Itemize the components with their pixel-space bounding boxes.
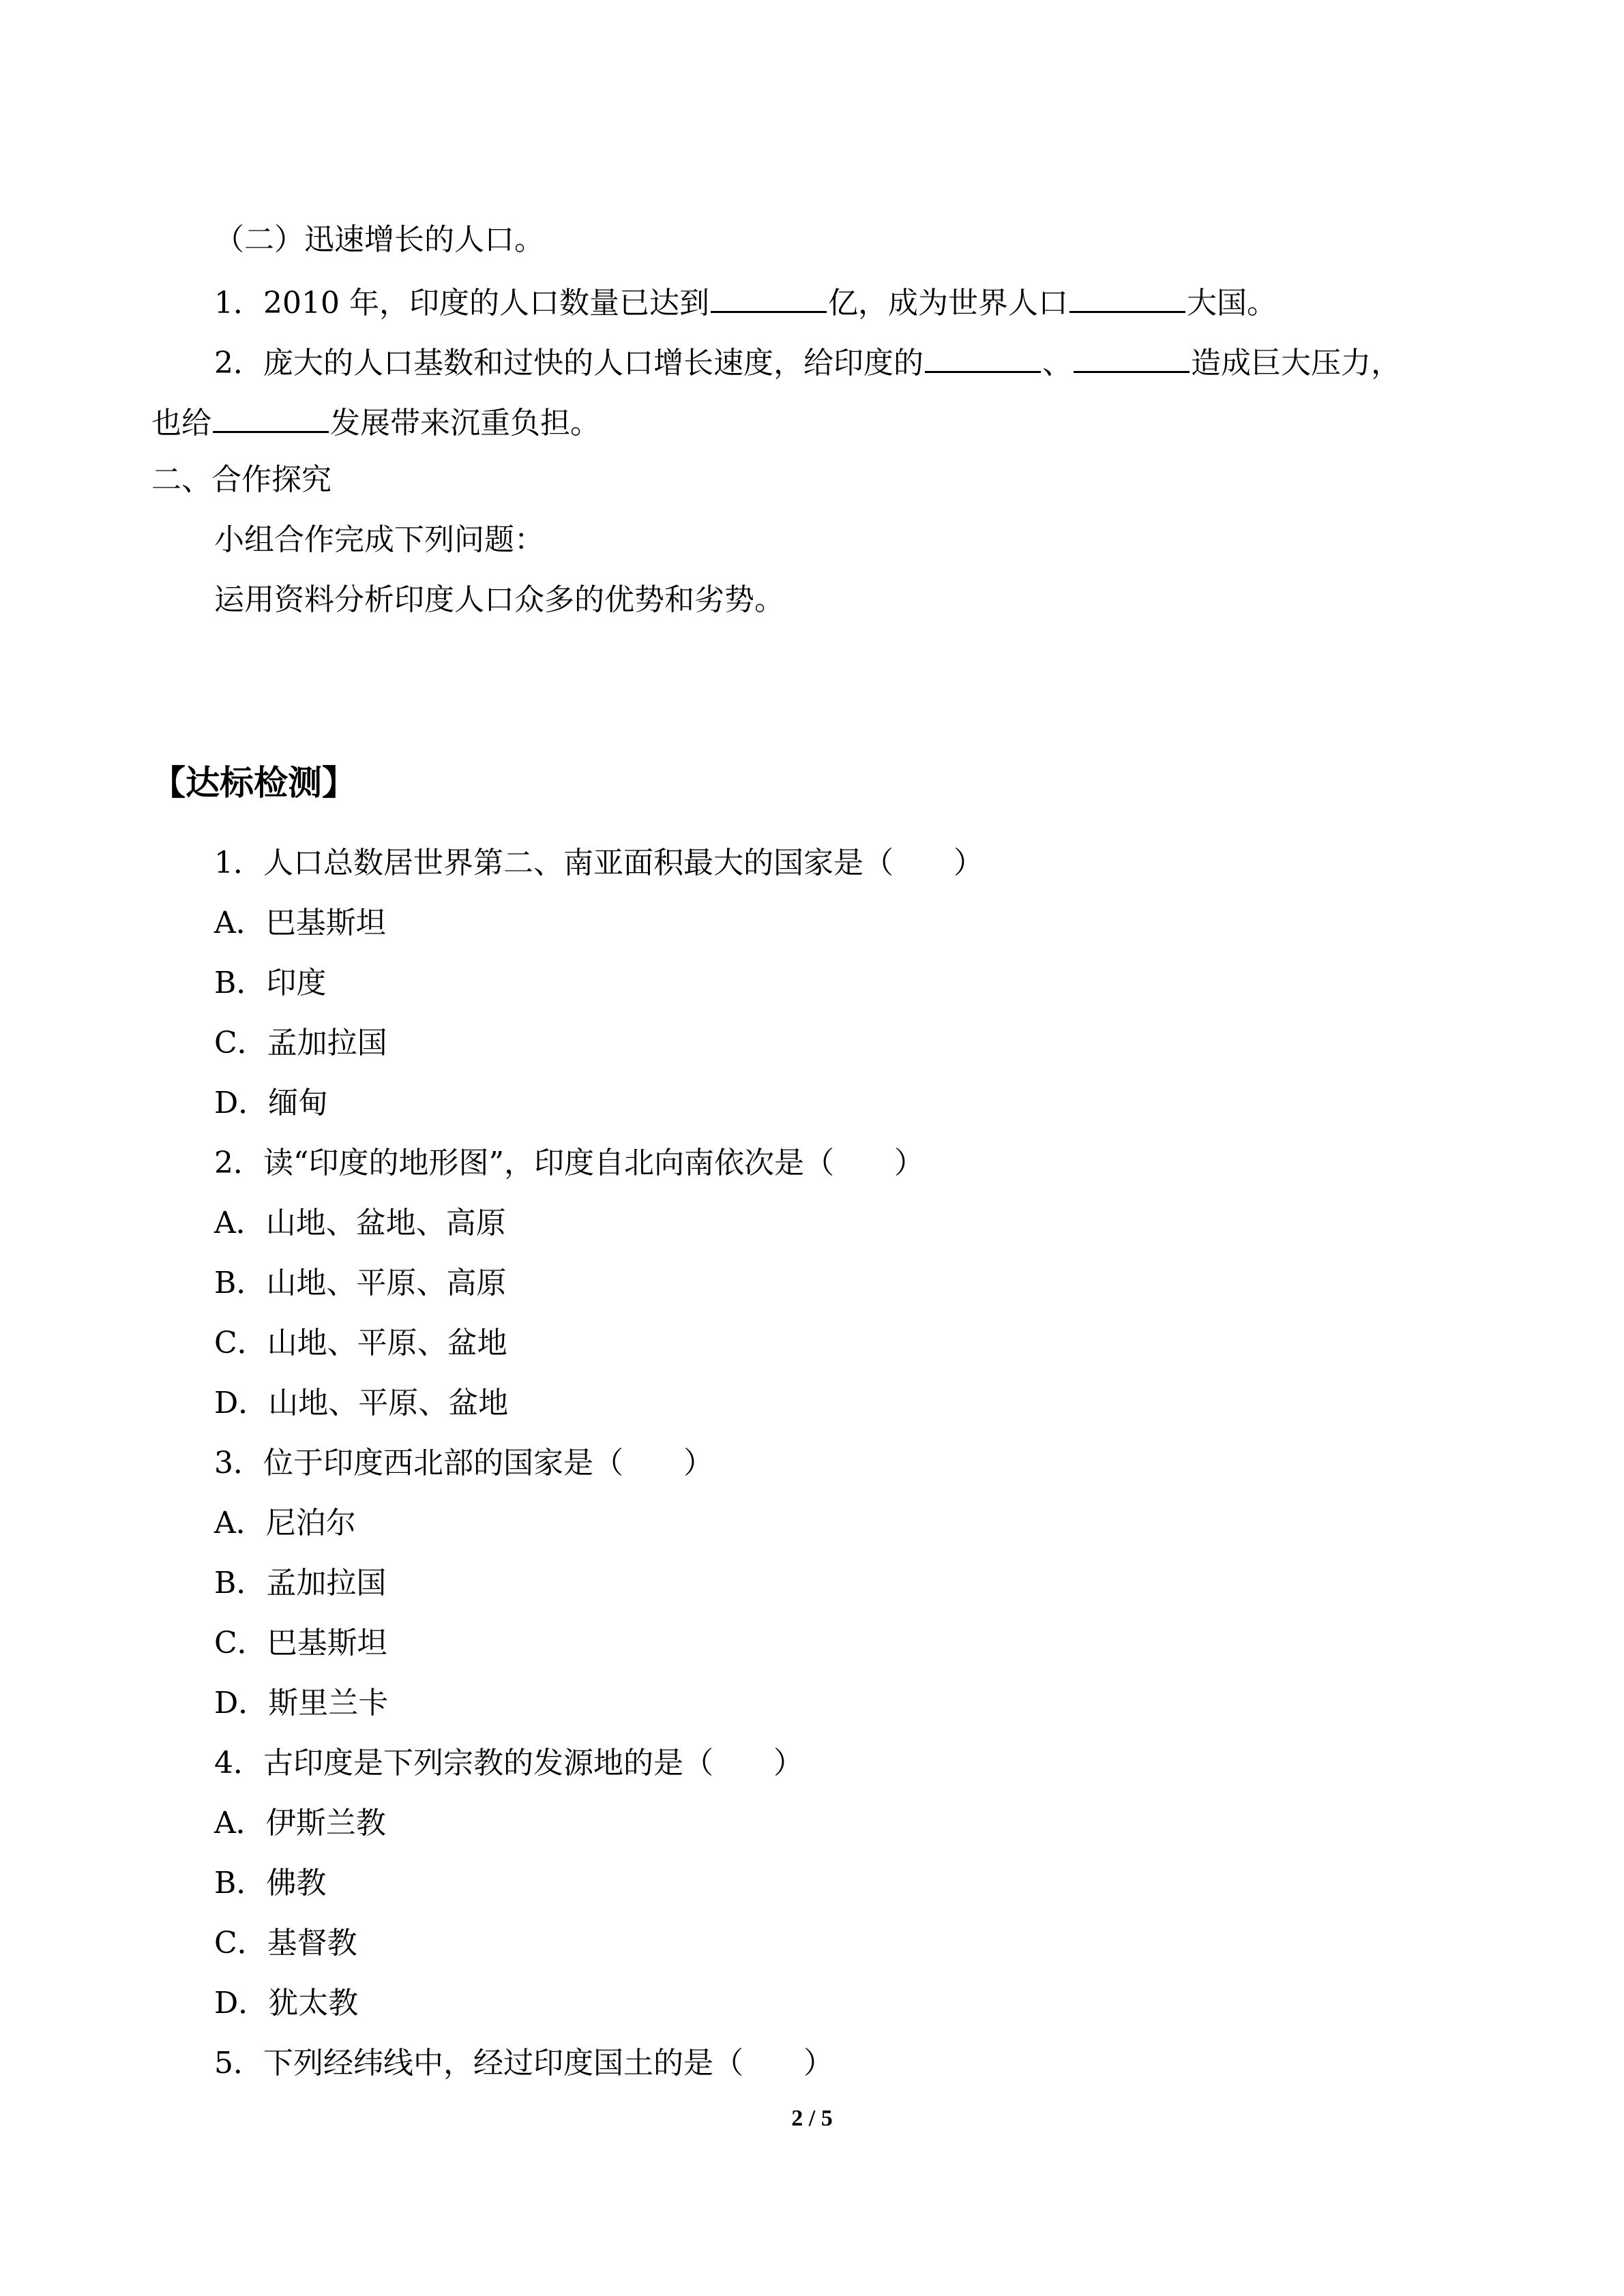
fill-question-1 [214,280,1277,320]
answer-blank[interactable] [1069,280,1185,313]
q1-text-a: 1．2010 年，印度的人口数量已达到 [214,286,709,320]
question-stem: 1．人口总数居世界第二、南亚面积最大的国家是（ ） [214,846,984,880]
answer-blank[interactable] [925,340,1041,373]
q1-text-b: 亿，成为世界人口 [827,286,1068,320]
coop-heading: 二、合作探究 [151,462,331,497]
option: D．斯里兰卡 [214,1686,389,1720]
question-stem: 4．古印度是下列宗教的发源地的是（ ） [214,1746,803,1780]
answer-blank[interactable] [1074,340,1190,373]
question-stem: 3．位于印度西北部的国家是（ ） [214,1446,713,1480]
option: A．巴基斯坦 [214,906,386,940]
option: C．基督教 [214,1926,357,1960]
option: B．佛教 [214,1866,327,1900]
q2-text-c: 造成巨大压力， [1191,346,1401,381]
answer-blank[interactable] [213,400,329,433]
option: D．山地、平原、盆地 [214,1386,509,1420]
coop-paragraph-1: 小组合作完成下列问题： [214,522,544,557]
page-number: 2 / 5 [791,2106,833,2131]
option: A．伊斯兰教 [214,1806,386,1840]
question-stem: 2．读“印度的地形图”，印度自北向南依次是（ ） [214,1146,924,1180]
q2-text-a: 2．庞大的人口基数和过快的人口增长速度，给印度的 [214,346,924,381]
q2-text-b: 、 [1042,346,1072,381]
answer-blank[interactable] [711,280,827,313]
section-title: （二）迅速增长的人口。 [214,222,544,257]
test-heading: 【达标检测】 [151,763,356,803]
option: C．孟加拉国 [214,1026,387,1060]
q2-text-d: 也给 [151,406,211,441]
option: B．印度 [214,966,327,1000]
option: C．巴基斯坦 [214,1626,387,1660]
option: A．山地、盆地、高原 [214,1206,506,1240]
coop-paragraph-2: 运用资料分析印度人口众多的优势和劣势。 [214,582,784,617]
fill-question-2 [214,340,1401,381]
option: A．尼泊尔 [214,1506,356,1540]
question-stem: 5．下列经纬线中，经过印度国土的是（ ） [214,2046,833,2081]
q1-text-c: 大国。 [1186,286,1277,320]
option: B．山地、平原、高原 [214,1266,507,1300]
option: D．缅甸 [214,1086,329,1120]
option: C．山地、平原、盆地 [214,1326,507,1360]
fill-question-2-cont [151,400,600,441]
q2-text-e: 发展带来沉重负担。 [330,406,600,441]
option: B．孟加拉国 [214,1566,387,1600]
option: D．犹太教 [214,1986,359,2021]
